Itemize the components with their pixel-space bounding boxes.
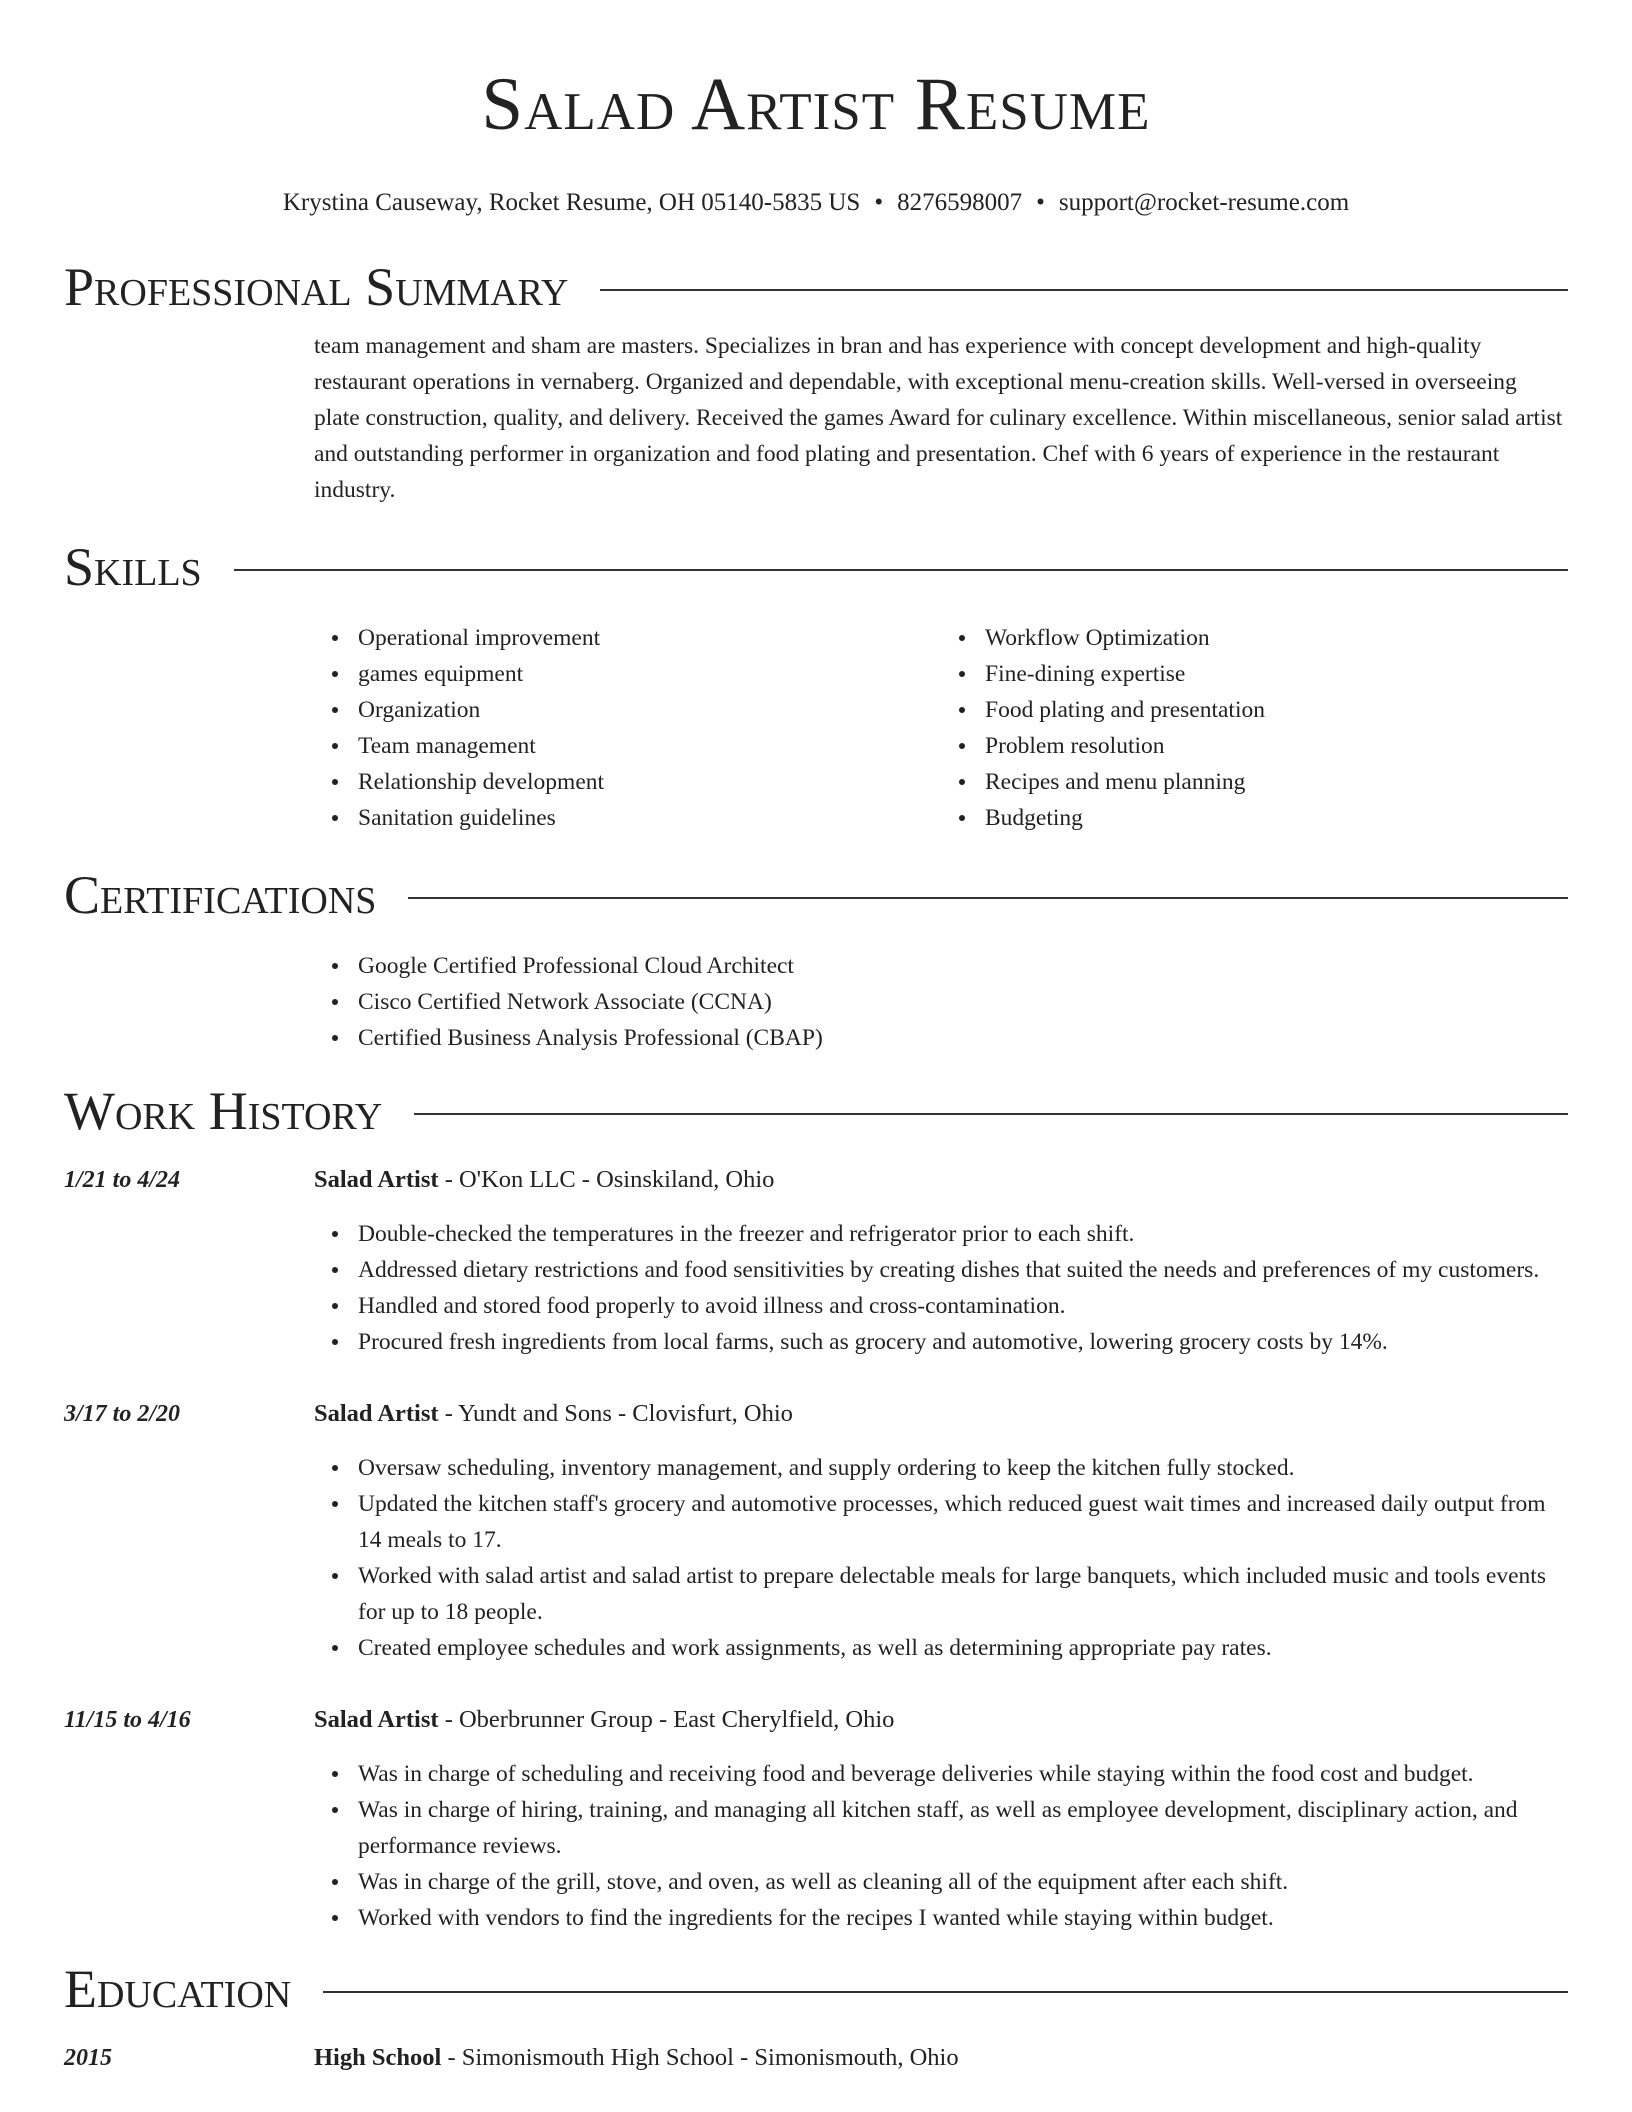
section-divider: [408, 897, 1568, 899]
skill-item: Recipes and menu planning: [985, 764, 1568, 800]
skills-list-right: [941, 620, 1568, 836]
resume-page: [64, 0, 1568, 2076]
education-entries: [64, 2040, 1568, 2076]
skill-item: Workflow Optimization: [985, 620, 1568, 656]
work-bullet: Updated the kitchen staff's grocery and automotive processes, which reduced guest wait times and increased daily output from 14 meals to 17.: [358, 1486, 1568, 1558]
skills-heading-row: [64, 532, 1568, 602]
education-section: [64, 1954, 1568, 2076]
education-entry: [64, 2040, 1568, 2076]
skill-item: Budgeting: [985, 800, 1568, 836]
work-entry: [64, 1396, 1568, 1666]
section-divider: [600, 289, 1568, 291]
work-entry: [64, 1162, 1568, 1360]
work-entry-dates: 1/21 to 4/24: [64, 1167, 181, 1193]
skill-item: Food plating and presentation: [985, 692, 1568, 728]
education-entry-dates: 2015: [64, 2045, 112, 2071]
contact-separator: •: [1036, 189, 1045, 216]
work-entry-title: [314, 1162, 1568, 1198]
work-entry-bullets: [314, 1216, 1568, 1360]
skill-item: Fine-dining expertise: [985, 656, 1568, 692]
work-entry-dates: 11/15 to 4/16: [64, 1707, 191, 1733]
work-entry-role: Salad Artist: [314, 1706, 439, 1733]
work-bullet: Worked with salad artist and salad artist to prepare delectable meals for large banquets, which included music and tools events for up to 18 people.: [358, 1558, 1568, 1630]
certification-item: Cisco Certified Network Associate (CCNA): [358, 984, 1568, 1020]
contact-address: Krystina Causeway, Rocket Resume, OH 05140-5835 US: [282, 189, 861, 216]
skills-list-left: [314, 620, 941, 836]
skills-section: [64, 532, 1568, 836]
work-entry-employer: - Yundt and Sons - Clovisfurt, Ohio: [438, 1400, 793, 1427]
work-entry-title: [314, 1396, 1568, 1432]
education-entry-title: [314, 2040, 1568, 2076]
skill-item: Organization: [358, 692, 941, 728]
skill-item: Relationship development: [358, 764, 941, 800]
summary-body: [314, 328, 1568, 508]
work-entries: [64, 1162, 1568, 1936]
summary-section: [64, 252, 1568, 508]
work-bullet: Double-checked the temperatures in the freezer and refrigerator prior to each shift.: [358, 1216, 1568, 1252]
skills-heading: Skills: [64, 537, 202, 597]
section-divider: [323, 1991, 1568, 1993]
work-entry-bullets: [314, 1756, 1568, 1936]
certifications-list: [314, 948, 1568, 1056]
work-section: [64, 1076, 1568, 1936]
contact-separator: •: [874, 189, 884, 216]
certifications-heading: Certifications: [64, 865, 377, 925]
work-bullet: Addressed dietary restrictions and food sensitivities by creating dishes that suited the needs and preferences of my customers.: [358, 1252, 1568, 1288]
work-bullet: Worked with vendors to find the ingredients for the recipes I wanted while staying within budget.: [358, 1900, 1568, 1936]
work-bullet: Was in charge of the grill, stove, and oven, as well as cleaning all of the equipment after each shift.: [358, 1864, 1568, 1900]
certification-item: Certified Business Analysis Professional (CBAP): [358, 1020, 1568, 1056]
work-heading-row: [64, 1076, 1568, 1146]
work-bullet: Procured fresh ingredients from local farms, such as grocery and automotive, lowering grocery costs by 14%.: [358, 1324, 1568, 1360]
skill-item: Sanitation guidelines: [358, 800, 941, 836]
education-heading: Education: [64, 1959, 292, 2019]
work-entry-dates: 3/17 to 2/20: [64, 1401, 181, 1427]
work-bullet: Was in charge of scheduling and receiving food and beverage deliveries while staying within the food cost and budget.: [358, 1756, 1568, 1792]
skill-item: Team management: [358, 728, 941, 764]
education-heading-row: [64, 1954, 1568, 2024]
skill-item: Operational improvement: [358, 620, 941, 656]
summary-heading-row: [64, 252, 1568, 322]
work-bullet: Created employee schedules and work assignments, as well as determining appropriate pay rates.: [358, 1630, 1568, 1666]
section-divider: [234, 569, 1568, 571]
resume-title: Salad Artist Resume: [481, 63, 1151, 146]
work-entry-bullets: [314, 1450, 1568, 1666]
certification-item: Google Certified Professional Cloud Architect: [358, 948, 1568, 984]
summary-heading: Professional Summary: [64, 257, 569, 317]
work-bullet: Oversaw scheduling, inventory management, and supply ordering to keep the kitchen fully stocked.: [358, 1450, 1568, 1486]
skill-item: games equipment: [358, 656, 941, 692]
work-entry-employer: - Oberbrunner Group - East Cherylfield, Ohio: [438, 1706, 895, 1733]
certifications-body: [314, 948, 1568, 1056]
contact-email: support@rocket-resume.com: [1058, 189, 1350, 216]
work-entry-title: [314, 1702, 1568, 1738]
education-entry-school: - Simonismouth High School - Simonismouth, Ohio: [441, 2044, 959, 2071]
skills-grid: [314, 620, 1568, 836]
education-entry-degree: High School: [314, 2044, 442, 2071]
summary-text: team management and sham are masters. Specializes in bran and has experience with concept development and high-quality restaurant operations in vernaberg. Organized and dependable, with exceptional menu-creation skills. Well-versed in overseeing plate construction, quality, and delivery. Received the games Award for culinary excellence. Within miscellaneous, senior salad artist and outstanding performer in organization and food plating and presentation. Chef with 6 years of experience in the restaurant industry.: [314, 333, 1563, 503]
certifications-heading-row: [64, 860, 1568, 930]
work-entry-role: Salad Artist: [314, 1400, 439, 1427]
skill-item: Problem resolution: [985, 728, 1568, 764]
certifications-section: [64, 860, 1568, 1056]
contact-phone: 8276598007: [897, 189, 1023, 216]
work-bullet: Handled and stored food properly to avoid illness and cross-contamination.: [358, 1288, 1568, 1324]
work-heading: Work History: [64, 1081, 383, 1141]
contact-line: [64, 186, 1568, 220]
work-entry-employer: - O'Kon LLC - Osinskiland, Ohio: [438, 1166, 775, 1193]
section-divider: [414, 1113, 1568, 1115]
work-entry: [64, 1702, 1568, 1936]
work-bullet: Was in charge of hiring, training, and managing all kitchen staff, as well as employee development, disciplinary action, and performance reviews.: [358, 1792, 1568, 1864]
work-entry-role: Salad Artist: [314, 1166, 439, 1193]
